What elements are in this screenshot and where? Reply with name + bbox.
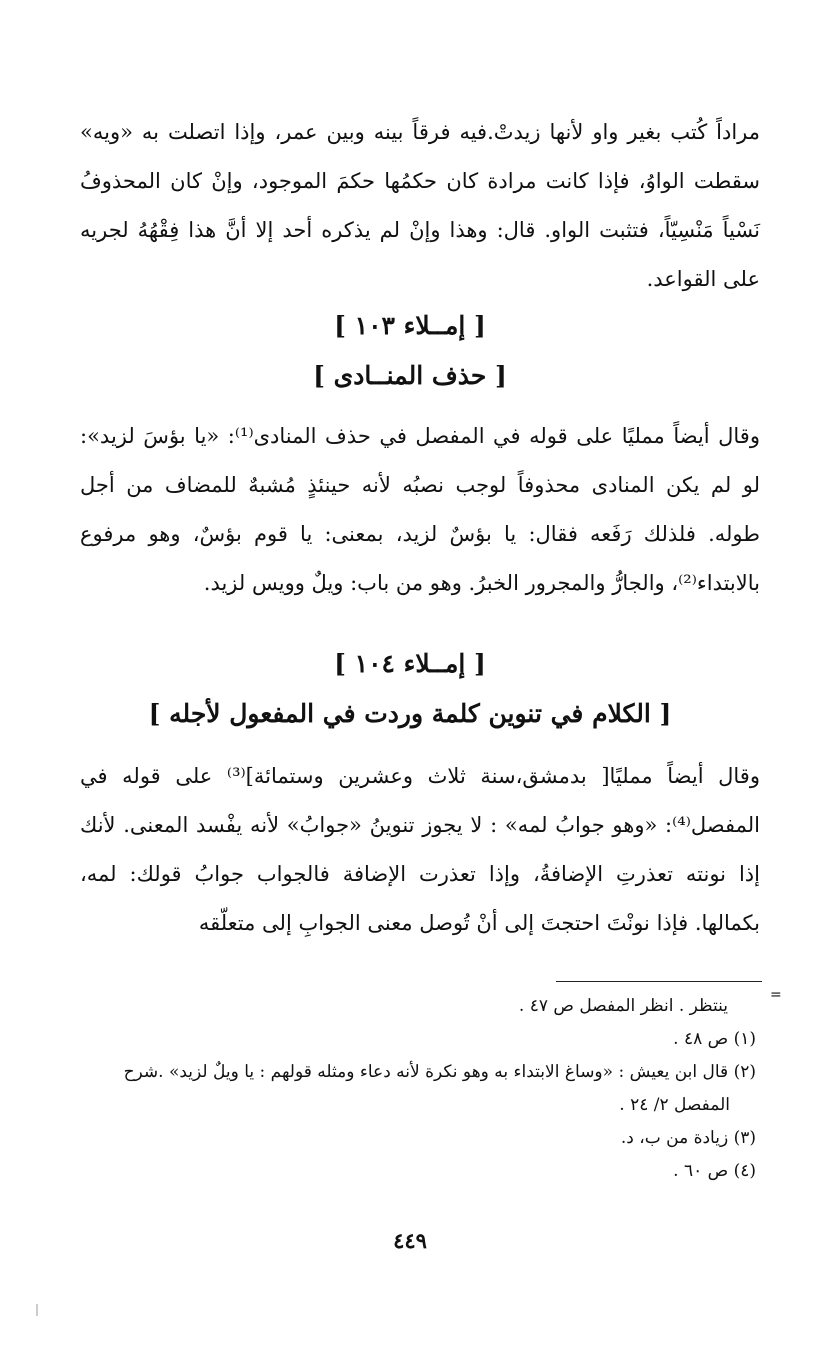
dictation-heading-103: [ إمــلاء ١٠٣ ] — [334, 311, 486, 340]
footnote-2: (٢) قال ابن يعيش : «وساغ الابتداء به وهو نكرة لأنه دعاء ومثله قولهم : يا ويلٌ لزيد» .شرح — [123, 1062, 756, 1082]
paragraph-text: وقال أيضاً ممليًا[ بدمشق،سنة ثلاث وعشرين وستمائة]⁽³⁾ على قوله في المفصل⁽⁴⁾: «وهو جوابُ لمه» : لا يجوز تنوينُ «جوابُ» لأنه يفْسد المعنى. لأنك إذا نونته تعذرتِ الإضافةُ، وإذا تعذرت الإضافة فالجواب جوابُ قولك: لمه، بكمالها. فإذا نونْتَ احتجتَ إلى أنْ تُوصل معنى الجوابِ إلى متعلّقه — [80, 764, 760, 935]
dictation-heading-104: [ إمــلاء ١٠٤ ] — [334, 649, 486, 678]
footnote-2-continued: المفصل ٢/ ٢٤ . — [619, 1095, 730, 1115]
footnote-continuation-mark: = — [770, 987, 782, 1003]
paragraph-text: وقال أيضاً ممليًا على قوله في المفصل في حذف المنادى⁽¹⁾: «يا بؤسَ لزيد»: لو لم يكن المنادى محذوفاً لوجب نصبُه لأنه حينئذٍ مُشبهٌ للمضاف من أجل طوله. فلذلك رَفَعه فقال: يا بؤسٌ لزيد، بمعنى: يا قوم بؤسٌ، وهو مرفوع بالابتداء⁽²⁾، والجارُّ والمجرور الخبرُ. وهو من باب: ويلٌ وويس لزيد. — [80, 424, 760, 595]
footnote-continued: ينتظر . انظر المفصل ص ٤٧ . — [518, 996, 728, 1016]
paragraph-text: مراداً كُتب بغير واو لأنها زيدتْ.فيه فرقاً بينه وبين عمر، وإذا اتصلت به «ويه» سقطت الواوُ، فإذا كانت مرادة كان حكمُها حكمَ الموجود، وإنْ كان المحذوفُ نَسْياً مَنْسِيّاً، فتثبت الواو. قال: وهذا وإنْ لم يذكره أحد إلا أنَّ هذا فِقْهُهُ لجريه على القواعد. — [80, 120, 760, 291]
paragraph-continuation — [80, 108, 760, 304]
paragraph-vocative — [80, 412, 760, 608]
footnotes — [72, 990, 756, 1188]
page-number: ٤٤٩ — [393, 1228, 427, 1253]
footnote-4: (٤) ص ٦٠ . — [673, 1161, 756, 1181]
scan-edge-mark — [36, 1304, 38, 1316]
section-title-vocative: [ حذف المنــادى ] — [313, 361, 507, 390]
paragraph-tanween — [80, 752, 760, 948]
footnote-1: (١) ص ٤٨ . — [673, 1029, 756, 1049]
footnote-separator — [556, 981, 762, 982]
footnote-3: (٣) زيادة من ب، د. — [620, 1128, 756, 1148]
section-title-tanween: [ الكلام في تنوين كلمة وردت في المفعول لأجله ] — [148, 699, 672, 728]
